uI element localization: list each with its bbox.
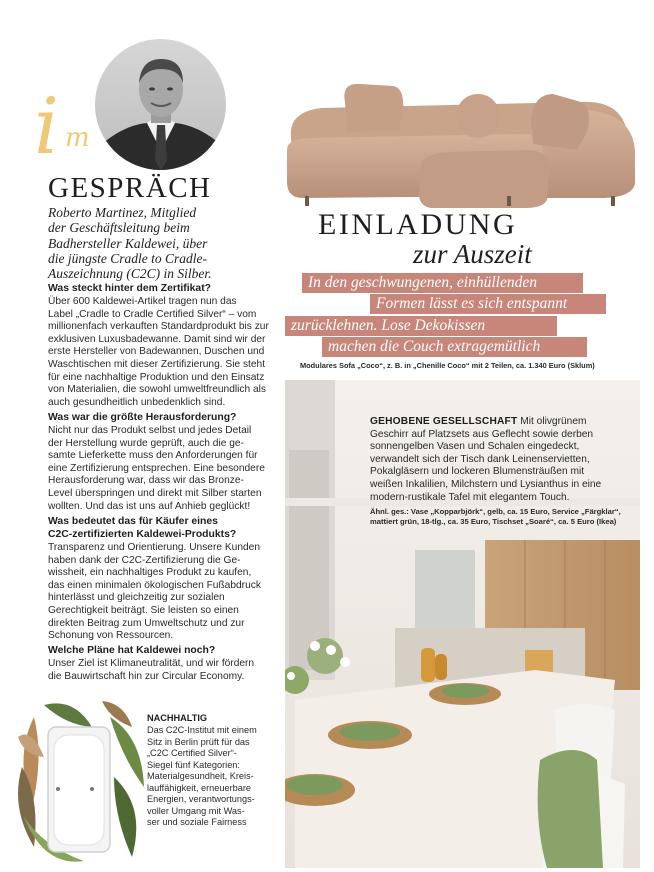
answer-line: Schonung von Ressourcen.	[48, 630, 174, 642]
answer-line: Unser Ziel ist Klimaneutralität, und wir fördern	[48, 658, 255, 669]
nachhaltig-line: Siegel fünf Kategorien:	[147, 759, 240, 770]
question-2	[48, 412, 278, 425]
intro-line: Badhersteller Kaldewei, über	[48, 235, 208, 251]
answer-2	[48, 425, 284, 513]
intro-line: die jüngste Cradle to Cradle-	[48, 250, 207, 266]
intro-line: der Geschäftsleitung beim	[48, 220, 190, 236]
gesellschaft-line: verwandelt sich der Tisch dank Leinenservietten,	[370, 453, 590, 465]
gesellschaft-title: GEHOBENE GESELLSCHAFT	[370, 416, 518, 427]
nachhaltig-line: Sitz in Berlin prüft für das	[147, 736, 250, 747]
gesellschaft-line: Pokalgläsern und lockeren Blumensträußen mit	[370, 466, 585, 478]
portrait-photo	[95, 39, 226, 170]
nachhaltig-line: lauffähigkeit, erneuerbare	[147, 782, 252, 793]
teaser-band-line: In den geschwungenen, einhüllenden	[302, 273, 583, 293]
gesellschaft-first-line-rest: Mit olivgrünem	[517, 416, 587, 427]
bathtub-leaves-image	[14, 697, 146, 864]
nachhaltig-line: voller Umgang mit Was-	[147, 805, 245, 816]
intro-line: Auszeichnung (C2C) in Silber.	[48, 266, 212, 282]
answer-line: Level überspringen und direkt mit Silber starten	[48, 487, 262, 499]
answer-line: wollten. Und das ist uns auf Anhieb geglückt!	[48, 500, 251, 512]
answer-line: das einen minimalen ökologischen Fußabdruck	[48, 579, 261, 591]
gesellschaft-caption-line: Ähnl. ges.: Vase „Kopparbjörk“, gelb, ca. 15 Euro, Service „Färgklar“,	[370, 507, 621, 516]
teaser-band-line: Formen lässt es sich entspannt	[370, 294, 606, 314]
answer-line: Herausforderung war, dass wir das Bronze-	[48, 475, 244, 487]
answer-line: für eine nachhaltige Produktion und den Einsatz	[48, 371, 265, 383]
intro-line: Roberto Martinez, Mitglied	[48, 205, 197, 220]
answer-line: Nicht nur das Produkt selbst und jedes Detail	[48, 425, 252, 436]
section-heading-gespraech: GESPRÄCH	[48, 172, 212, 204]
question-1	[48, 283, 278, 296]
gesellschaft-text	[370, 416, 620, 504]
question-line: Was steckt hinter dem Zertifikat?	[48, 283, 212, 294]
nachhaltig-title: NACHHALTIG	[147, 713, 208, 723]
answer-line: der Herstellung wurde geprüft, auch die ge-	[48, 437, 244, 449]
nachhaltig-line: Energien, verantwortungs-	[147, 794, 255, 804]
answer-line: millionenfach verkauften Standardprodukt bis zur	[48, 321, 269, 333]
answer-line: haben dank der C2C-Zertifizierung die Ge-	[48, 554, 241, 566]
gesellschaft-line: weißen Inkalilien, Milchstern und Lysianthus in eine	[370, 478, 602, 490]
answer-line: Transparenz und Orientierung. Unsere Kunden	[48, 542, 260, 553]
question-line: Was bedeutet das für Käufer eines	[48, 516, 218, 527]
gesellschaft-line: Geschirr auf Platzsets aus Geflecht sowie derben	[370, 428, 594, 440]
question-line: Was war die größte Herausforderung?	[48, 412, 237, 423]
answer-line: hinterlässt und gleichzeitig zur sozialen	[48, 592, 225, 604]
answer-line: auch gesundheitlich unbedenklich sind.	[48, 396, 226, 408]
teaser-band-line: zurücklehnen. Lose Dekokissen	[285, 316, 557, 336]
answer-line: wissheit, ein nachhaltiges Produkt zu kaufen,	[48, 567, 252, 579]
answer-line: Über 600 Kaldewei-Artikel tragen nun das	[48, 296, 237, 307]
answer-line: Label „Cradle to Cradle Certified Silver“ – vom	[48, 308, 257, 320]
logo-im-m: m	[65, 123, 90, 153]
gesellschaft-first-line	[370, 416, 620, 429]
gesellschaft-caption-line: mattiert grün, 18-tlg., ca. 35 Euro, Tischset „Soaré“, ca. 5 Euro (Ikea)	[370, 516, 617, 526]
answer-3	[48, 542, 284, 643]
nachhaltig-line: Das C2C-Institut mit einem	[147, 725, 257, 735]
question-4	[48, 645, 278, 658]
feature-title-auszeit: zur Auszeit	[413, 239, 532, 269]
nachhaltig-body	[147, 725, 257, 829]
gesellschaft-caption	[370, 507, 621, 526]
feature-title-einladung: EINLADUNG	[318, 208, 518, 241]
answer-line: Waschtischen mit dieser Zertifizierung. Sie steht	[48, 358, 266, 370]
gesellschaft-line: modern-rustikale Tafel mit elegantem Touch.	[370, 491, 570, 503]
answer-line: samte Lieferkette muss den Anforderungen für	[48, 450, 258, 462]
answer-line: Gerechtigkeit beiträgt. Sie leisten so einen	[48, 604, 239, 616]
answer-1	[48, 296, 284, 409]
question-line: C2C-zertifizierten Kaldewei-Produkts?	[48, 528, 237, 540]
answer-line: die Bauwirtschaft hin zur Circular Economy.	[48, 670, 245, 682]
gesellschaft-line: sonnengelben Vasen und Schalen eingedeckt,	[370, 441, 580, 453]
sofa-caption: Modulares Sofa „Coco“, z. B. in „Chenille Coco“ mit 2 Teilen, ca. 1.340 Euro (Sklum)	[300, 361, 595, 370]
nachhaltig-line: Materialgesundheit, Kreis-	[147, 771, 254, 781]
question-3	[48, 516, 278, 542]
interview-intro	[48, 205, 273, 281]
nachhaltig-line: „C2C Certified Silver“-	[147, 748, 237, 758]
answer-line: eine Zertifizierung entsprechen. Eine besondere	[48, 462, 265, 474]
answer-line: erste Hersteller von Badewannen, Duschen und	[48, 346, 265, 358]
answer-line: exklusiven Luxusbadewanne. Damit sind wir der	[48, 333, 266, 345]
teaser-band-line: machen die Couch extragemütlich	[322, 337, 587, 357]
answer-line: von Materialien, die sowohl umweltfreundlich als	[48, 384, 267, 396]
question-line: Welche Pläne hat Kaldewei noch?	[48, 645, 216, 656]
nachhaltig-line: ser und soziale Fairness	[147, 817, 247, 827]
answer-4	[48, 658, 284, 683]
answer-line: direkten Beitrag zum Umweltschutz und zur	[48, 617, 245, 629]
sofa-image	[281, 72, 639, 212]
logo-im-i: i	[34, 82, 59, 172]
